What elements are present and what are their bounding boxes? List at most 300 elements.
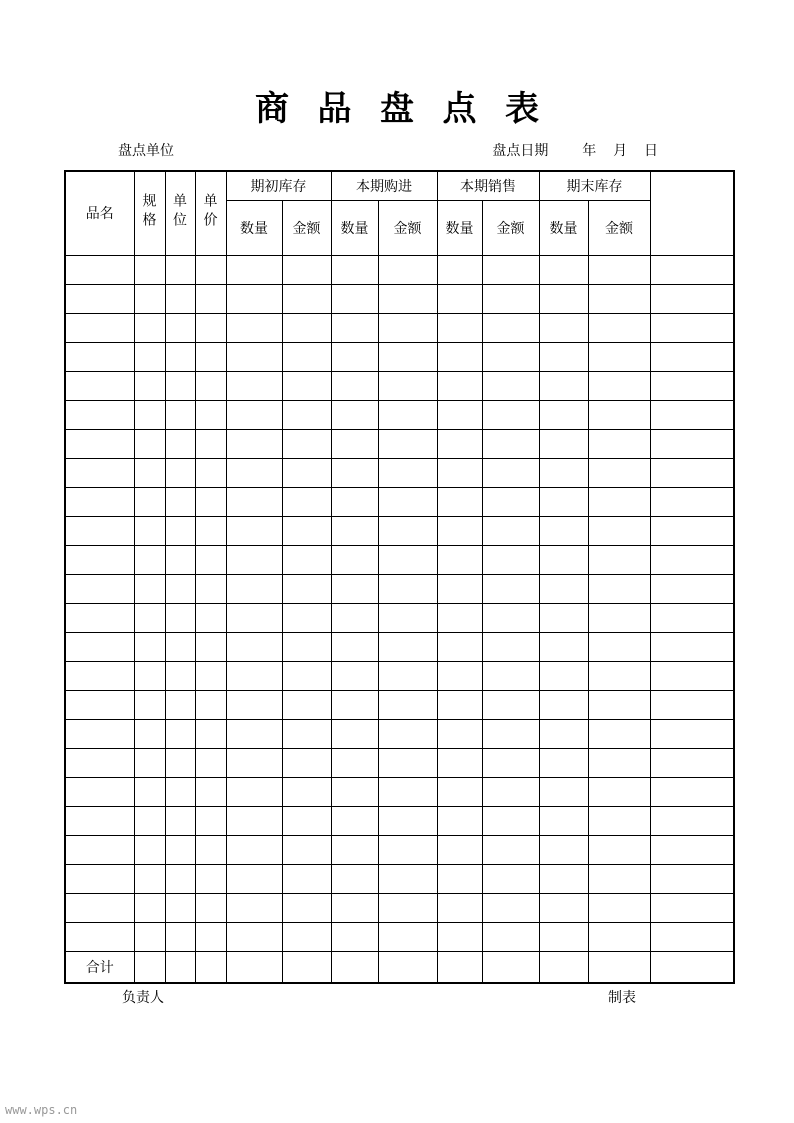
empty-cell[interactable] [282,690,331,719]
empty-cell[interactable] [65,661,134,690]
empty-cell[interactable] [331,371,378,400]
empty-cell[interactable] [378,603,437,632]
empty-cell[interactable] [539,835,588,864]
empty-cell[interactable] [195,922,226,951]
empty-cell[interactable] [65,400,134,429]
empty-cell[interactable] [378,487,437,516]
empty-cell[interactable] [282,574,331,603]
total-row-cell[interactable] [331,951,378,983]
empty-cell[interactable] [539,864,588,893]
empty-cell[interactable] [482,835,539,864]
empty-cell[interactable] [165,719,195,748]
empty-cell[interactable] [226,487,282,516]
total-row-cell[interactable] [378,951,437,983]
empty-cell[interactable] [539,922,588,951]
empty-cell[interactable] [134,806,165,835]
empty-cell[interactable] [331,661,378,690]
total-row-cell[interactable] [282,951,331,983]
empty-cell[interactable] [65,545,134,574]
empty-cell[interactable] [226,893,282,922]
empty-cell[interactable] [226,516,282,545]
empty-cell[interactable] [65,429,134,458]
empty-cell[interactable] [165,893,195,922]
empty-cell[interactable] [226,661,282,690]
empty-cell[interactable] [165,371,195,400]
empty-cell[interactable] [539,777,588,806]
empty-cell[interactable] [65,690,134,719]
empty-cell[interactable] [437,719,482,748]
empty-cell[interactable] [588,400,650,429]
empty-cell[interactable] [134,284,165,313]
empty-cell[interactable] [650,893,734,922]
empty-cell[interactable] [482,313,539,342]
empty-cell[interactable] [331,255,378,284]
empty-cell[interactable] [282,429,331,458]
empty-cell[interactable] [588,342,650,371]
total-row-cell[interactable] [539,951,588,983]
empty-cell[interactable] [331,690,378,719]
empty-cell[interactable] [378,574,437,603]
empty-cell[interactable] [195,429,226,458]
empty-cell[interactable] [65,922,134,951]
empty-cell[interactable] [482,777,539,806]
empty-cell[interactable] [195,487,226,516]
empty-cell[interactable] [65,255,134,284]
empty-cell[interactable] [539,893,588,922]
empty-cell[interactable] [539,719,588,748]
empty-cell[interactable] [378,690,437,719]
empty-cell[interactable] [482,255,539,284]
empty-cell[interactable] [165,748,195,777]
empty-cell[interactable] [282,719,331,748]
empty-cell[interactable] [282,922,331,951]
total-row-cell[interactable] [482,951,539,983]
empty-cell[interactable] [282,400,331,429]
total-row-cell[interactable] [588,951,650,983]
empty-cell[interactable] [282,661,331,690]
empty-cell[interactable] [195,458,226,487]
empty-cell[interactable] [378,806,437,835]
empty-cell[interactable] [282,342,331,371]
empty-cell[interactable] [226,632,282,661]
empty-cell[interactable] [539,748,588,777]
empty-cell[interactable] [134,922,165,951]
empty-cell[interactable] [588,719,650,748]
empty-cell[interactable] [437,342,482,371]
empty-cell[interactable] [282,806,331,835]
empty-cell[interactable] [650,864,734,893]
empty-cell[interactable] [282,313,331,342]
empty-cell[interactable] [482,748,539,777]
empty-cell[interactable] [437,574,482,603]
empty-cell[interactable] [650,719,734,748]
empty-cell[interactable] [134,545,165,574]
empty-cell[interactable] [65,719,134,748]
empty-cell[interactable] [482,284,539,313]
empty-cell[interactable] [165,516,195,545]
empty-cell[interactable] [331,516,378,545]
empty-cell[interactable] [482,632,539,661]
empty-cell[interactable] [588,777,650,806]
empty-cell[interactable] [331,922,378,951]
empty-cell[interactable] [282,545,331,574]
empty-cell[interactable] [195,574,226,603]
empty-cell[interactable] [195,748,226,777]
empty-cell[interactable] [134,661,165,690]
empty-cell[interactable] [378,777,437,806]
empty-cell[interactable] [331,806,378,835]
empty-cell[interactable] [539,429,588,458]
empty-cell[interactable] [588,574,650,603]
empty-cell[interactable] [588,487,650,516]
empty-cell[interactable] [282,603,331,632]
empty-cell[interactable] [378,661,437,690]
empty-cell[interactable] [437,545,482,574]
empty-cell[interactable] [378,400,437,429]
empty-cell[interactable] [437,371,482,400]
empty-cell[interactable] [482,342,539,371]
empty-cell[interactable] [165,313,195,342]
empty-cell[interactable] [165,632,195,661]
empty-cell[interactable] [65,777,134,806]
empty-cell[interactable] [331,748,378,777]
empty-cell[interactable] [65,835,134,864]
empty-cell[interactable] [437,748,482,777]
empty-cell[interactable] [134,574,165,603]
empty-cell[interactable] [195,864,226,893]
empty-cell[interactable] [482,371,539,400]
empty-cell[interactable] [650,603,734,632]
empty-cell[interactable] [437,255,482,284]
empty-cell[interactable] [482,458,539,487]
empty-cell[interactable] [331,342,378,371]
empty-cell[interactable] [65,748,134,777]
empty-cell[interactable] [437,487,482,516]
empty-cell[interactable] [650,458,734,487]
empty-cell[interactable] [226,603,282,632]
empty-cell[interactable] [282,632,331,661]
empty-cell[interactable] [378,719,437,748]
empty-cell[interactable] [378,516,437,545]
empty-cell[interactable] [588,690,650,719]
empty-cell[interactable] [165,864,195,893]
empty-cell[interactable] [539,487,588,516]
empty-cell[interactable] [65,806,134,835]
empty-cell[interactable] [165,342,195,371]
empty-cell[interactable] [134,516,165,545]
empty-cell[interactable] [134,400,165,429]
empty-cell[interactable] [65,893,134,922]
empty-cell[interactable] [378,371,437,400]
empty-cell[interactable] [282,516,331,545]
total-row-cell[interactable] [134,951,165,983]
empty-cell[interactable] [588,661,650,690]
empty-cell[interactable] [650,371,734,400]
empty-cell[interactable] [226,574,282,603]
empty-cell[interactable] [282,458,331,487]
empty-cell[interactable] [650,690,734,719]
empty-cell[interactable] [437,284,482,313]
empty-cell[interactable] [331,719,378,748]
empty-cell[interactable] [539,400,588,429]
empty-cell[interactable] [482,806,539,835]
empty-cell[interactable] [482,400,539,429]
empty-cell[interactable] [539,661,588,690]
empty-cell[interactable] [539,313,588,342]
empty-cell[interactable] [437,603,482,632]
total-row-cell[interactable] [437,951,482,983]
empty-cell[interactable] [165,400,195,429]
empty-cell[interactable] [195,719,226,748]
empty-cell[interactable] [195,835,226,864]
empty-cell[interactable] [195,545,226,574]
empty-cell[interactable] [165,690,195,719]
empty-cell[interactable] [226,922,282,951]
empty-cell[interactable] [437,835,482,864]
empty-cell[interactable] [226,748,282,777]
total-row-cell[interactable] [165,951,195,983]
empty-cell[interactable] [588,748,650,777]
empty-cell[interactable] [226,719,282,748]
empty-cell[interactable] [437,777,482,806]
empty-cell[interactable] [65,487,134,516]
empty-cell[interactable] [588,893,650,922]
empty-cell[interactable] [378,313,437,342]
empty-cell[interactable] [282,864,331,893]
empty-cell[interactable] [437,690,482,719]
empty-cell[interactable] [134,603,165,632]
empty-cell[interactable] [437,893,482,922]
empty-cell[interactable] [165,922,195,951]
empty-cell[interactable] [650,284,734,313]
empty-cell[interactable] [134,632,165,661]
empty-cell[interactable] [539,806,588,835]
empty-cell[interactable] [226,342,282,371]
empty-cell[interactable] [331,574,378,603]
empty-cell[interactable] [650,400,734,429]
empty-cell[interactable] [226,284,282,313]
empty-cell[interactable] [226,458,282,487]
empty-cell[interactable] [539,690,588,719]
empty-cell[interactable] [195,893,226,922]
empty-cell[interactable] [65,574,134,603]
empty-cell[interactable] [482,429,539,458]
empty-cell[interactable] [65,284,134,313]
empty-cell[interactable] [331,284,378,313]
empty-cell[interactable] [588,835,650,864]
empty-cell[interactable] [482,864,539,893]
empty-cell[interactable] [650,661,734,690]
empty-cell[interactable] [134,719,165,748]
empty-cell[interactable] [282,371,331,400]
empty-cell[interactable] [588,458,650,487]
empty-cell[interactable] [650,835,734,864]
empty-cell[interactable] [378,458,437,487]
empty-cell[interactable] [195,632,226,661]
empty-cell[interactable] [134,864,165,893]
empty-cell[interactable] [650,777,734,806]
empty-cell[interactable] [650,922,734,951]
empty-cell[interactable] [378,864,437,893]
empty-cell[interactable] [226,864,282,893]
empty-cell[interactable] [539,371,588,400]
empty-cell[interactable] [134,835,165,864]
empty-cell[interactable] [65,516,134,545]
empty-cell[interactable] [650,574,734,603]
empty-cell[interactable] [650,342,734,371]
empty-cell[interactable] [282,777,331,806]
empty-cell[interactable] [165,284,195,313]
empty-cell[interactable] [539,255,588,284]
empty-cell[interactable] [195,400,226,429]
empty-cell[interactable] [437,661,482,690]
empty-cell[interactable] [134,487,165,516]
empty-cell[interactable] [588,922,650,951]
empty-cell[interactable] [165,661,195,690]
empty-cell[interactable] [65,458,134,487]
empty-cell[interactable] [195,313,226,342]
empty-cell[interactable] [539,545,588,574]
empty-cell[interactable] [437,458,482,487]
empty-cell[interactable] [331,429,378,458]
total-row-cell[interactable] [650,951,734,983]
empty-cell[interactable] [437,313,482,342]
empty-cell[interactable] [195,603,226,632]
empty-cell[interactable] [378,342,437,371]
empty-cell[interactable] [588,806,650,835]
empty-cell[interactable] [437,922,482,951]
empty-cell[interactable] [134,777,165,806]
empty-cell[interactable] [588,313,650,342]
empty-cell[interactable] [650,516,734,545]
empty-cell[interactable] [195,806,226,835]
empty-cell[interactable] [539,603,588,632]
empty-cell[interactable] [282,893,331,922]
empty-cell[interactable] [65,864,134,893]
empty-cell[interactable] [134,429,165,458]
empty-cell[interactable] [226,400,282,429]
empty-cell[interactable] [226,806,282,835]
empty-cell[interactable] [331,835,378,864]
empty-cell[interactable] [378,429,437,458]
empty-cell[interactable] [65,371,134,400]
empty-cell[interactable] [588,371,650,400]
empty-cell[interactable] [588,255,650,284]
empty-cell[interactable] [165,806,195,835]
empty-cell[interactable] [134,690,165,719]
empty-cell[interactable] [282,748,331,777]
empty-cell[interactable] [482,487,539,516]
empty-cell[interactable] [331,400,378,429]
empty-cell[interactable] [226,777,282,806]
empty-cell[interactable] [331,864,378,893]
empty-cell[interactable] [226,371,282,400]
empty-cell[interactable] [378,922,437,951]
empty-cell[interactable] [134,748,165,777]
empty-cell[interactable] [134,342,165,371]
empty-cell[interactable] [195,516,226,545]
empty-cell[interactable] [282,284,331,313]
empty-cell[interactable] [539,632,588,661]
empty-cell[interactable] [588,516,650,545]
empty-cell[interactable] [378,748,437,777]
empty-cell[interactable] [378,255,437,284]
empty-cell[interactable] [482,545,539,574]
empty-cell[interactable] [378,284,437,313]
empty-cell[interactable] [588,632,650,661]
empty-cell[interactable] [331,603,378,632]
empty-cell[interactable] [165,835,195,864]
empty-cell[interactable] [650,632,734,661]
empty-cell[interactable] [437,806,482,835]
empty-cell[interactable] [650,313,734,342]
empty-cell[interactable] [165,574,195,603]
empty-cell[interactable] [378,893,437,922]
empty-cell[interactable] [539,284,588,313]
empty-cell[interactable] [331,545,378,574]
empty-cell[interactable] [482,603,539,632]
empty-cell[interactable] [437,429,482,458]
empty-cell[interactable] [331,487,378,516]
empty-cell[interactable] [134,893,165,922]
empty-cell[interactable] [282,255,331,284]
empty-cell[interactable] [482,516,539,545]
empty-cell[interactable] [378,545,437,574]
empty-cell[interactable] [650,545,734,574]
empty-cell[interactable] [539,516,588,545]
empty-cell[interactable] [588,545,650,574]
total-row-cell[interactable] [195,951,226,983]
empty-cell[interactable] [195,284,226,313]
empty-cell[interactable] [588,603,650,632]
empty-cell[interactable] [226,313,282,342]
total-row-cell[interactable] [226,951,282,983]
empty-cell[interactable] [226,835,282,864]
empty-cell[interactable] [134,371,165,400]
empty-cell[interactable] [195,690,226,719]
empty-cell[interactable] [65,313,134,342]
empty-cell[interactable] [437,864,482,893]
empty-cell[interactable] [134,313,165,342]
empty-cell[interactable] [282,487,331,516]
empty-cell[interactable] [165,545,195,574]
empty-cell[interactable] [282,835,331,864]
empty-cell[interactable] [650,255,734,284]
empty-cell[interactable] [331,777,378,806]
empty-cell[interactable] [437,400,482,429]
empty-cell[interactable] [539,342,588,371]
empty-cell[interactable] [195,342,226,371]
empty-cell[interactable] [539,458,588,487]
empty-cell[interactable] [588,429,650,458]
empty-cell[interactable] [195,255,226,284]
empty-cell[interactable] [195,777,226,806]
empty-cell[interactable] [482,690,539,719]
empty-cell[interactable] [378,632,437,661]
empty-cell[interactable] [165,458,195,487]
empty-cell[interactable] [65,342,134,371]
empty-cell[interactable] [226,255,282,284]
empty-cell[interactable] [226,690,282,719]
empty-cell[interactable] [65,603,134,632]
empty-cell[interactable] [226,429,282,458]
empty-cell[interactable] [437,632,482,661]
empty-cell[interactable] [378,835,437,864]
empty-cell[interactable] [331,313,378,342]
empty-cell[interactable] [165,429,195,458]
empty-cell[interactable] [482,661,539,690]
empty-cell[interactable] [539,574,588,603]
